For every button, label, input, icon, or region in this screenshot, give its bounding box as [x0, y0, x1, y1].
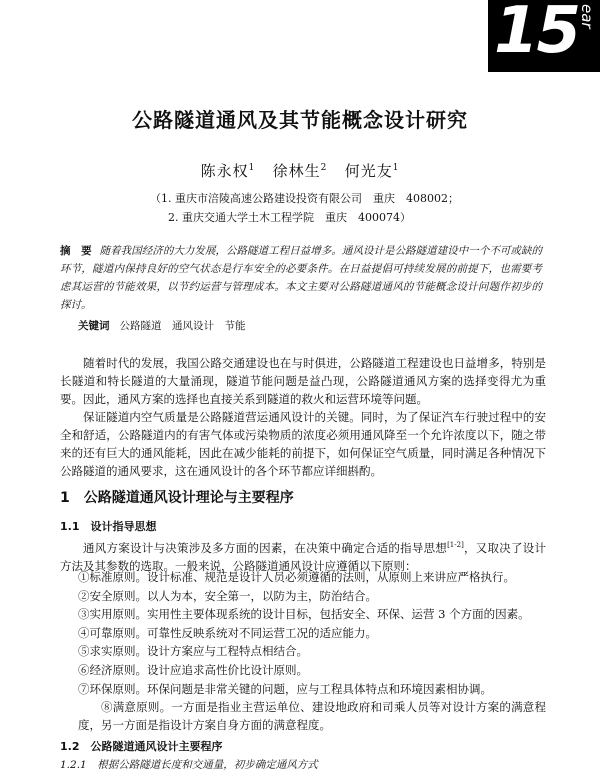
principle-item: ③实用原则。实用性主要体现系统的设计目标，包括安全、环保、运营 3 个方面的因素。 — [78, 607, 530, 622]
principle-item-wrapped — [60, 698, 546, 734]
abstract — [60, 242, 542, 314]
principle-item: ⑤求实原则。设计方案应与工程特点相结合。 — [78, 644, 308, 659]
keywords-label: 关键词 — [78, 320, 110, 332]
subsection-heading: 1.2 公路隧道通风设计主要程序 — [60, 740, 223, 753]
paper-title: 公路隧道通风及其节能概念设计研究 — [132, 108, 468, 132]
principle-item: ①标准原则。设计标准、规范是设计人员必须遵循的法则，从原则上来讲应严格执行。 — [78, 570, 515, 584]
section-heading: 1 公路隧道通风设计理论与主要程序 — [60, 490, 294, 506]
author-affiliation-mark: 1 — [392, 163, 400, 173]
author-name: 徐林生 — [272, 162, 321, 180]
subsubsection-heading: 1.2.1 根据公路隧道长度和交通量，初步确定通风方式 — [60, 759, 318, 771]
author-list — [0, 160, 600, 181]
principle-list — [60, 568, 546, 734]
principle-item: ②安全原则。以人为本，安全第一，以防为主，防治结合。 — [78, 588, 377, 603]
intro-paragraph: 随着时代的发展，我国公路交通建设也在与时俱进，公路隧道工程建设也日益增多，特别是长隧道和特长隧道的大量涌现，隧道节能问题是益凸现，公路隧道通风方案的选择变得尤为重要。因此，通风方案的选择也直接关系到隧道的救火和运营环境等问题。 — [60, 356, 546, 406]
author-name: 陈永权 — [200, 162, 249, 180]
affiliation-line: 2. 重庆交通大学土木工程学院 重庆 400074） — [168, 211, 411, 224]
principle-item: ⑧满意原则。一方面是指业主营运单位、建设地政府和司乘人员等对设计方案的满意程度，另一方面是指设计方案自身方面的满意程度。 — [78, 700, 546, 733]
intro-paragraph: 保证隧道内空气质量是公路隧道营运通风设计的关键。同时，为了保证汽车行驶过程中的安全和舒适，公路隧道内的有害气体或污染物质的浓度必须用通风降至一个允许浓度以下，随之带来的还有巨大的通风能耗，因此在减少能耗的前提下，如何保证空气质量，同时满足各种情况下公路隧道的通风要求，这在通风设计的各个环节都应详细斟酌。 — [60, 410, 546, 478]
abstract-text: 随着我国经济的大力发展，公路隧道工程日益增多。通风设计是公路隧道建设中一个不可或缺的环节，隧道内保持良好的空气状态是行车安全的必要条件。在日益提倡可持续发展的前提下，也需要考虑其运营的节能效果，以节约运营与管理成本。本文主要对公路隧道通风的节能概念设计问题作初步的探讨。 — [60, 245, 543, 311]
author-name: 何光友 — [344, 162, 393, 180]
keywords — [78, 318, 246, 333]
author-affiliation-mark: 2 — [320, 163, 328, 173]
principle-item: ⑦环保原则。环保问题是非常关键的问题，应与工程具体特点和环境因素相协调。 — [78, 681, 492, 696]
abstract-label: 摘 要 — [60, 245, 92, 257]
author-affiliation-mark: 1 — [248, 163, 256, 173]
citation-ref: [1-2] — [447, 541, 464, 549]
principle-item: ④可靠原则。可靠性反映系统对不同运营工况的适应能力。 — [78, 625, 377, 640]
badge-number: 15 — [494, 0, 580, 68]
year-badge — [488, 0, 600, 72]
subsection-heading: 1.1 设计指导思想 — [60, 520, 157, 533]
introduction — [60, 354, 546, 480]
keywords-text: 公路隧道 通风设计 节能 — [119, 320, 246, 332]
guidance-text: 通风方案设计与决策涉及多方面的因素，在决策中确定合适的指导思想 — [83, 540, 448, 555]
principle-item: ⑥经济原则。设计应追求高性价比设计原则。 — [78, 662, 308, 677]
affiliation-line: （1. 重庆市涪陵高速公路建设投资有限公司 重庆 408002； — [150, 192, 459, 205]
guidance-text: ，又取决了设计方法及其参数的选取。一般来说，公路隧道通风设计应遵循以下原则： — [60, 540, 547, 573]
badge-word: ear — [578, 4, 596, 29]
